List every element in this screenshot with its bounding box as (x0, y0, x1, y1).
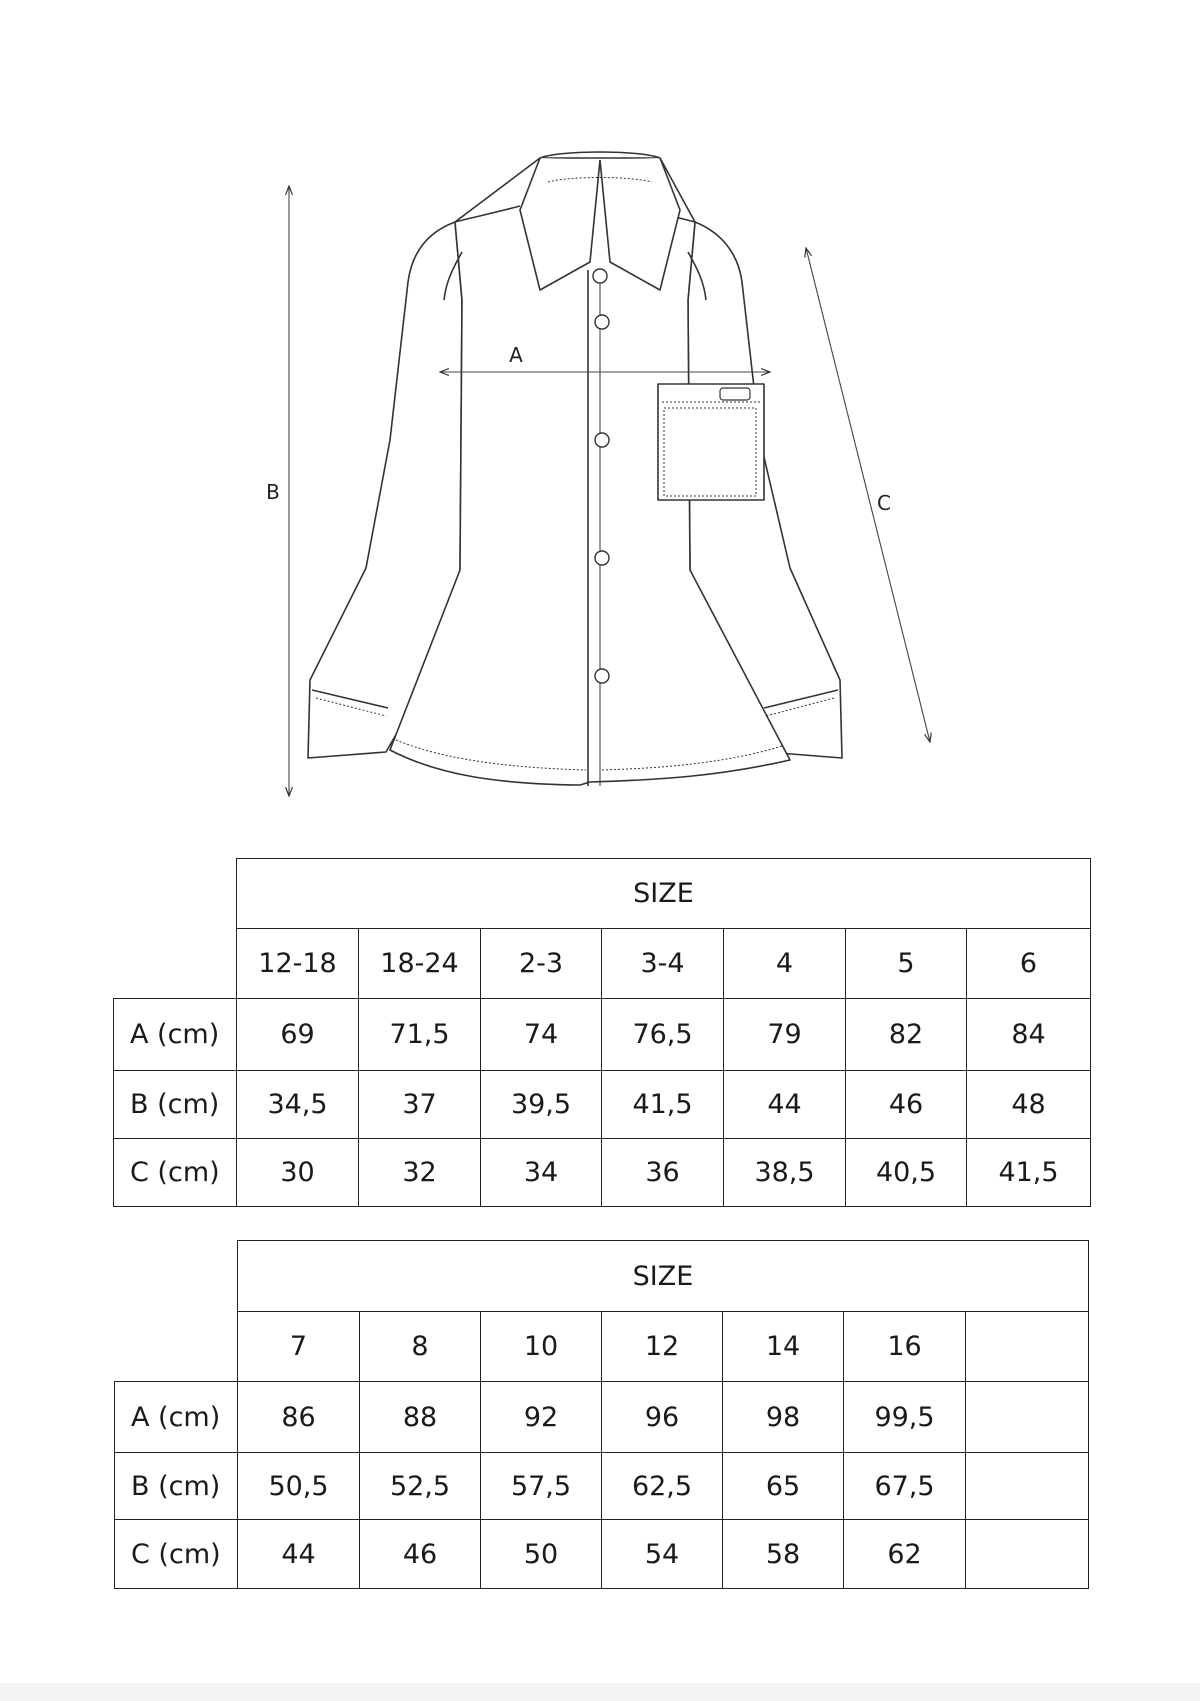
size-column-header: 3-4 (602, 929, 724, 999)
table-cell: 62,5 (602, 1453, 723, 1520)
measurement-label-a: A (509, 343, 523, 367)
size-column-header: 8 (360, 1312, 481, 1382)
button-icon (593, 269, 607, 283)
button-icon (595, 433, 609, 447)
size-column-header: 4 (724, 929, 846, 999)
table-cell: 46 (846, 1071, 967, 1139)
table-cell: 74 (481, 999, 602, 1071)
table-cell: 99,5 (844, 1382, 966, 1453)
table-cell: 48 (967, 1071, 1091, 1139)
row-label: C (cm) (115, 1520, 238, 1589)
table-cell: 44 (238, 1520, 360, 1589)
table-cell: 98 (723, 1382, 844, 1453)
shirt-outline (308, 152, 842, 786)
table-cell: 82 (846, 999, 967, 1071)
row-label: C (cm) (114, 1139, 237, 1207)
table-cell: 50 (481, 1520, 602, 1589)
table-row (115, 1520, 1089, 1589)
table-cell: 41,5 (602, 1071, 724, 1139)
row-label: B (cm) (114, 1071, 237, 1139)
size-header: SIZE (237, 859, 1091, 929)
table-cell: 58 (723, 1520, 844, 1589)
size-table-2 (114, 1240, 1089, 1589)
row-label: A (cm) (115, 1382, 238, 1453)
table-row (115, 1453, 1089, 1520)
table-cell (966, 1382, 1089, 1453)
page-bottom-edge (0, 1683, 1200, 1701)
table-row (115, 1382, 1089, 1453)
button-icon (595, 669, 609, 683)
size-column-header: 18-24 (359, 929, 481, 999)
size-column-header: 6 (967, 929, 1091, 999)
measurement-label-c: C (877, 491, 891, 515)
table-cell: 86 (238, 1382, 360, 1453)
table-cell: 41,5 (967, 1139, 1091, 1207)
table-row (114, 1139, 1091, 1207)
size-column-header: 2-3 (481, 929, 602, 999)
table-cell: 39,5 (481, 1071, 602, 1139)
table-cell: 46 (360, 1520, 481, 1589)
table-cell: 69 (237, 999, 359, 1071)
row-label: B (cm) (115, 1453, 238, 1520)
table-cell: 34 (481, 1139, 602, 1207)
table-cell: 34,5 (237, 1071, 359, 1139)
table-cell: 36 (602, 1139, 724, 1207)
size-column-header: 10 (481, 1312, 602, 1382)
table-cell: 37 (359, 1071, 481, 1139)
table-cell: 67,5 (844, 1453, 966, 1520)
table-cell: 79 (724, 999, 846, 1071)
table-cell (966, 1520, 1089, 1589)
size-column-header (966, 1312, 1089, 1382)
table-cell: 92 (481, 1382, 602, 1453)
size-column-header: 14 (723, 1312, 844, 1382)
table-cell: 40,5 (846, 1139, 967, 1207)
table-cell (966, 1453, 1089, 1520)
table-cell: 32 (359, 1139, 481, 1207)
table-cell: 62 (844, 1520, 966, 1589)
table-cell: 96 (602, 1382, 723, 1453)
size-column-header: 7 (238, 1312, 360, 1382)
button-icon (595, 315, 609, 329)
table-cell: 38,5 (724, 1139, 846, 1207)
size-column-header: 16 (844, 1312, 966, 1382)
table-cell: 88 (360, 1382, 481, 1453)
size-column-header: 12 (602, 1312, 723, 1382)
shirt-technical-drawing (0, 0, 1200, 820)
size-header: SIZE (238, 1241, 1089, 1312)
table-cell: 54 (602, 1520, 723, 1589)
table-cell: 65 (723, 1453, 844, 1520)
row-label: A (cm) (114, 999, 237, 1071)
table-row (114, 1071, 1091, 1139)
table-cell: 71,5 (359, 999, 481, 1071)
measurement-c-line (806, 248, 930, 742)
table-row (114, 999, 1091, 1071)
measurement-label-b: B (266, 480, 280, 504)
table-cell: 84 (967, 999, 1091, 1071)
size-column-header: 12-18 (237, 929, 359, 999)
button-icon (595, 551, 609, 565)
table-cell: 76,5 (602, 999, 724, 1071)
table-cell: 52,5 (360, 1453, 481, 1520)
size-column-header: 5 (846, 929, 967, 999)
table-cell: 50,5 (238, 1453, 360, 1520)
table-cell: 44 (724, 1071, 846, 1139)
size-table-1 (113, 858, 1091, 1207)
table-cell: 30 (237, 1139, 359, 1207)
table-cell: 57,5 (481, 1453, 602, 1520)
